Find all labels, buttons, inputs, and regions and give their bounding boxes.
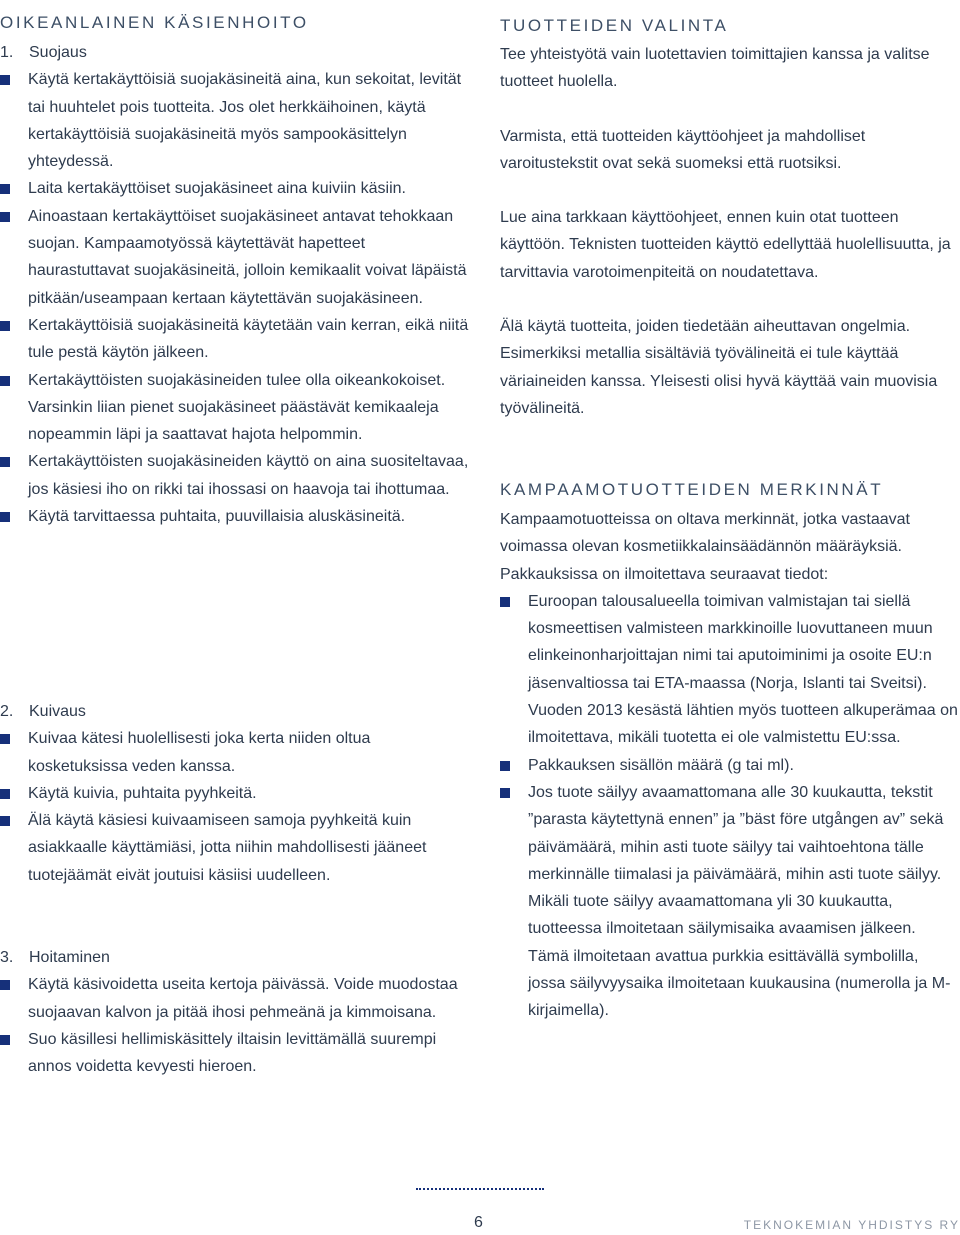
section-drying [0,698,470,889]
list-item-text: Suo käsillesi hellimiskäsittely iltaisin levittämällä suurempi annos voidetta kevyesti hieroen. [28,1030,437,1076]
square-bullet-icon [0,457,10,467]
square-bullet-icon [500,597,510,607]
list-item-text: Euroopan talousalueella toimivan valmistajan tai siellä kosmeettisen valmisteen markkinoille luovuttaneen muun elinkeinonharjoittajan nimi tai aputoiminimi ja osoite EU:n jäsenvaltiossa tai ETA-maassa (Norja, Islanti tai Sveitsi). Vuoden 2013 kesästä lähtien myös tuotteen alkuperämaa on ilmoitettava, mikäli tuotetta ei ole valmistettu EU:ssa. [528,592,958,747]
list-item-text: Kertakäyttöisiä suojakäsineitä käytetään vain kerran, eikä niitä tule pestä käytön jälkeen. [28,316,469,362]
square-bullet-icon [0,321,10,331]
square-bullet-icon [500,761,510,771]
list-item [0,780,470,807]
section-title [0,944,470,971]
square-bullet-icon [0,980,10,990]
list-item-text: Laita kertakäyttöiset suojakäsineet aina kuiviin käsiin. [28,180,406,198]
square-bullet-icon [0,789,10,799]
section-title-text: Hoitaminen [29,949,110,966]
list-item-text: Käytä käsivoidetta useita kertoja päivässä. Voide muodostaa suojaavan kalvon ja pitää ihosi pehmeänä ja kimmoisana. [28,976,458,1021]
square-bullet-icon [0,376,10,386]
list-item-text: Ainoastaan kertakäyttöiset suojakäsineet antavat tehokkaan suojan. Kampaamotyössä käytettävät hapetteet haurastuttavat suojakäsineitä, jolloin kemikaalit voivat läpäistä pitkään/useampaan kertaan käytettävän suojakäsineen. [28,207,467,307]
list-item-text: Kertakäyttöisten suojakäsineiden käyttö on aina suositeltavaa, jos käsiesi iho on rikki tai ihossasi on haavoja tai ihottumaa. [28,453,469,498]
list-item [0,725,470,780]
list-item [0,66,470,175]
section-title-text: Suojaus [29,44,87,61]
list-item [500,779,960,1025]
list-item [0,312,470,367]
section-heading-hand-care: OIKEANLAINEN KÄSIENHOITO [0,13,309,33]
list-item [0,1026,470,1081]
square-bullet-icon [0,816,10,826]
section-heading-product-labeling: KAMPAAMOTUOTTEIDEN MERKINNÄT [500,480,884,500]
section-number: 2. [0,703,14,720]
square-bullet-icon [0,75,10,85]
section-title [0,698,470,725]
list-item-text: Käytä kertakäyttöisiä suojakäsineitä aina, kun sekoitat, levität tai huuhtelet pois tuotteita. Jos olet herkkäihoinen, käytä kertakäyttöisiä suojakäsineitä myös sampookäsittelyn yhteydessä. [28,71,462,171]
list-item [500,752,960,779]
product-selection-paragraphs [500,41,960,422]
list-item-text: Käytä kuivia, puhtaita pyyhkeitä. [28,784,257,802]
section-number: 1. [0,44,14,61]
list-item-text: Pakkauksen sisällön määrä (g tai ml). [528,756,794,774]
section-title [0,39,470,66]
square-bullet-icon [0,734,10,744]
footer-divider [416,1188,544,1190]
square-bullet-icon [0,184,10,194]
footer-organization: TEKNOKEMIAN YHDISTYS RY [743,1218,960,1232]
paragraph: Älä käytä tuotteita, joiden tiedetään aiheuttavan ongelmia. Esimerkiksi metallia sisältäviä työvälineitä ei tule käyttää väriaineiden kanssa. Yleisesti olisi hyvä käyttää vain muovisia työvälineitä. [500,318,938,417]
list-item [0,367,470,449]
square-bullet-icon [500,788,510,798]
square-bullet-icon [0,1035,10,1045]
section-care [0,944,470,1080]
list-item-text: Älä käytä käsiesi kuivaamiseen samoja pyyhkeitä kuin asiakkaalle käyttämiäsi, jotta niihin mahdollisesti jääneet tuotejäämät eivät joutuisi käsiisi uudelleen. [28,812,427,884]
list-item [0,175,470,202]
section-heading-product-selection: TUOTTEIDEN VALINTA [500,16,729,36]
page-number: 6 [474,1214,483,1231]
section-protection [0,39,470,530]
list-item [0,503,470,530]
section-title-text: Kuivaus [29,703,86,720]
list-item [0,971,470,1026]
list-item-text: Käytä tarvittaessa puhtaita, puuvillaisia aluskäsineitä. [28,508,406,526]
list-item [500,588,960,752]
product-labeling-block [500,506,960,1025]
paragraph: Tee yhteistyötä vain luotettavien toimittajien kanssa ja valitse tuotteet huolella. [500,46,930,91]
list-item-text: Kuivaa kätesi huolellisesti joka kerta niiden oltua kosketuksissa veden kanssa. [28,730,371,775]
square-bullet-icon [0,212,10,222]
list-item-text: Kertakäyttöisten suojakäsineiden tulee olla oikeankokoiset. Varsinkin liian pienet suojakäsineet päästävät kemikaaleja nopeammin läpi ja saattavat hajota helpommin. [28,371,446,444]
list-item [0,807,470,889]
square-bullet-icon [0,512,10,522]
section-number: 3. [0,949,14,966]
list-item-text: Jos tuote säilyy avaamattomana alle 30 kuukautta, tekstit ”parasta käytettynä ennen” ja ”bäst före utgången av” sekä päivämäärä, mihin asti tuote säilyy tai vaihtoehtona tälle merkinnälle tiimalasi ja päivämäärä, mihin asti tuote säilyy. Mikäli tuote säilyy avaamattomana yli 30 kuukautta, tuotteessa ilmoitetaan säilymisaika avaamisen jälkeen. Tämä ilmoitetaan avattua purkkia esittävällä symbolilla, jossa säilyvyysaika ilmoitetaan kuukausina (numerolla ja M-kirjaimella). [528,783,951,1020]
paragraph: Kampaamotuotteissa on oltava merkinnät, jotka vastaavat voimassa olevan kosmetiikkalainsäädännön määräyksiä. Pakkauksissa on ilmoitettava seuraavat tiedot: [500,511,910,583]
paragraph: Lue aina tarkkaan käyttöohjeet, ennen kuin otat tuotteen käyttöön. Teknisten tuotteiden käyttö edellyttää huolellisuutta, ja tarvittavia varotoimenpiteitä on noudatettava. [500,209,951,281]
list-item [0,448,470,503]
list-item [0,203,470,312]
paragraph: Varmista, että tuotteiden käyttöohjeet ja mahdolliset varoitustekstit ovat sekä suomeksi että ruotsiksi. [500,127,866,172]
